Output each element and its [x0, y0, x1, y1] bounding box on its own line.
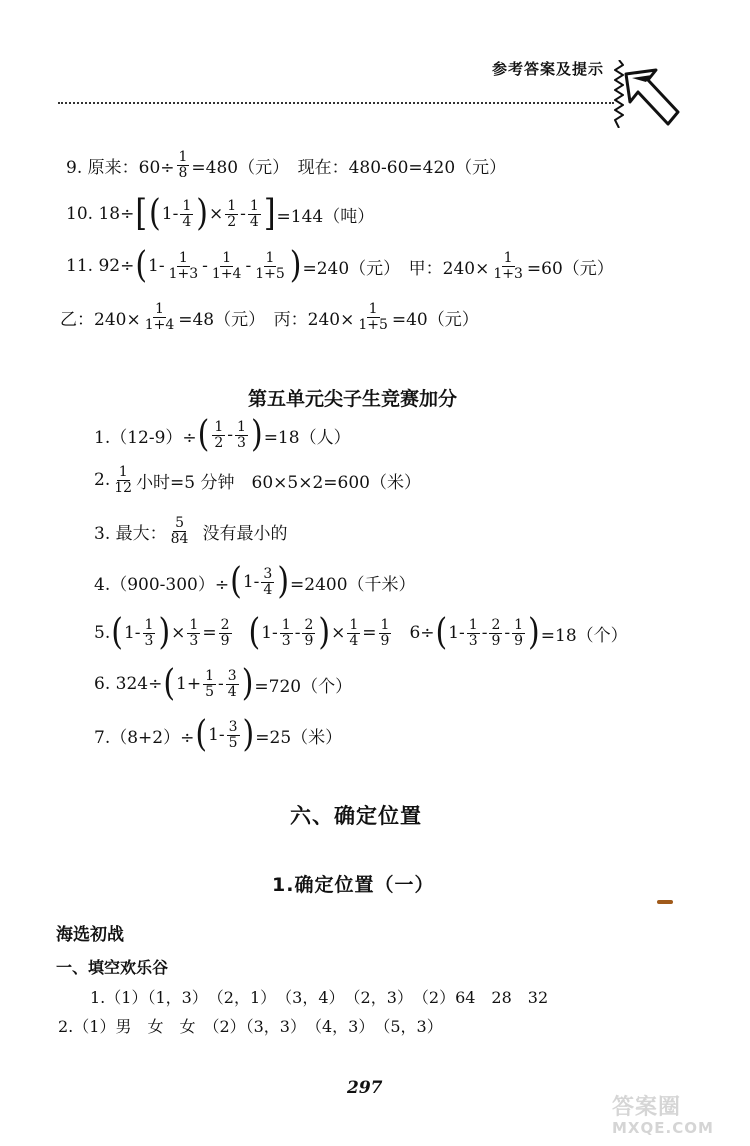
text: 1- [448, 623, 465, 644]
watermark-line: 答案圈 [612, 1095, 682, 1120]
text: × [171, 623, 186, 644]
text: =40（元） [391, 309, 479, 330]
watermark-line: MXQE.COM [612, 1119, 714, 1138]
bracket: ( [248, 611, 261, 654]
numerator: 2 [491, 617, 501, 633]
denominator: 3 [237, 434, 246, 451]
denominator: 3 [281, 632, 291, 649]
text: =60（元） [526, 258, 614, 279]
answer-line-s2 [94, 465, 421, 495]
text: - [240, 204, 246, 225]
numerator: 1 [182, 198, 192, 214]
text: = [362, 623, 377, 644]
answer-line-c1: 1.（1）（1，3） （2，1） （3，4） （2，3） （2）64 28 32 [90, 988, 549, 1007]
denominator: 1+5 [358, 316, 388, 333]
fraction [347, 618, 360, 648]
chapter-title: 六、确定位置 [290, 804, 422, 828]
fraction [203, 669, 216, 699]
fraction [212, 420, 225, 450]
text: × [331, 623, 346, 644]
fraction [210, 251, 244, 281]
numerator: 2 [304, 617, 314, 633]
fraction [177, 150, 190, 180]
text: 1.（12-9）÷ [94, 427, 197, 448]
bracket: ( [195, 713, 208, 756]
numerator: 1 [349, 617, 359, 633]
denominator: 9 [220, 632, 230, 649]
text: - [245, 256, 252, 277]
ink-smudge [657, 900, 673, 904]
text: =18（人） [263, 427, 351, 448]
bracket: ( [111, 611, 123, 654]
numerator: 1 [265, 250, 275, 266]
bracket: ( [230, 560, 242, 603]
numerator: 1 [222, 250, 232, 266]
numerator: 1 [368, 301, 378, 317]
text: - [481, 623, 488, 644]
denominator: 1+3 [168, 265, 199, 282]
fraction [167, 251, 201, 281]
answer-line-s7 [94, 713, 343, 756]
header-title: 参考答案及提示 [492, 60, 605, 78]
numerator: 3 [228, 719, 238, 735]
text: 10. 18÷ [66, 204, 135, 225]
denominator: 4 [227, 683, 237, 700]
text: 9. 原来：60÷ [66, 157, 175, 178]
text: = [202, 623, 217, 644]
numerator: 1 [227, 198, 237, 214]
numerator: 1 [514, 617, 524, 633]
answer-line-s4 [94, 560, 416, 603]
text: 1- [161, 204, 179, 225]
bracket: ( [435, 611, 448, 654]
bracket: ) [196, 192, 208, 235]
bracket: [ [135, 192, 148, 235]
subsection-heading: 一、填空欢乐谷 [56, 958, 169, 977]
denominator: 5 [205, 683, 215, 700]
numerator: 1 [155, 301, 164, 317]
text: 2. [94, 470, 111, 491]
denominator: 1+3 [493, 265, 523, 282]
bracket: ) [318, 611, 331, 654]
text: 1- [242, 572, 260, 593]
numerator: 3 [227, 668, 237, 684]
denominator: 1+4 [144, 316, 175, 333]
denominator: 4 [249, 213, 259, 230]
denominator: 9 [491, 632, 501, 649]
bracket: ) [277, 560, 290, 603]
text: 1- [208, 725, 225, 746]
fraction [219, 618, 232, 648]
denominator: 12 [114, 479, 133, 496]
denominator: 3 [468, 632, 478, 649]
fraction [225, 199, 238, 229]
bracket: ) [528, 611, 540, 654]
numerator: 1 [237, 419, 246, 435]
text: - [294, 623, 301, 644]
text: - [218, 674, 224, 695]
denominator: 9 [514, 632, 524, 649]
header-dotted-rule [58, 102, 614, 104]
bracket: ( [149, 192, 161, 235]
denominator: 2 [214, 434, 224, 451]
text: 1- [261, 623, 278, 644]
text: 7.（8+2）÷ [94, 727, 195, 748]
numerator: 1 [468, 617, 478, 633]
bracket: ( [135, 244, 148, 287]
denominator: 5 [228, 734, 238, 751]
fraction [302, 618, 315, 648]
text: 1- [123, 623, 141, 644]
numerator: 1 [249, 198, 259, 214]
fraction [248, 199, 261, 229]
bracket: ] [263, 192, 276, 235]
fraction [489, 618, 502, 648]
text: 没有最小的 [202, 523, 288, 544]
answer-line-11 [66, 244, 614, 287]
numerator: 1 [503, 250, 513, 266]
text: 5. [94, 623, 111, 644]
bracket: ( [197, 413, 210, 456]
fraction [143, 618, 156, 648]
denominator: 4 [182, 213, 192, 230]
watermark [612, 1096, 714, 1137]
text: 6÷ [409, 623, 435, 644]
text: =720（个） [254, 676, 353, 697]
numerator: 3 [263, 566, 273, 582]
text: =18（个） [540, 625, 628, 646]
bracket: ( [163, 662, 176, 705]
denominator: 2 [227, 213, 237, 230]
numerator: 1 [205, 668, 215, 684]
fraction [143, 302, 177, 332]
denominator: 8 [178, 164, 188, 181]
fraction [253, 251, 287, 281]
denominator: 1+5 [255, 265, 285, 282]
numerator: 1 [281, 617, 291, 633]
answer-line-c2: 2.（1）男 女 女 （2）（3，3） （4，3） （5，3） [58, 1017, 443, 1036]
text: × [208, 204, 224, 225]
fraction [467, 618, 480, 648]
arrow-icon [622, 66, 682, 130]
denominator: 84 [170, 530, 189, 547]
text: 3. 最大： [94, 523, 167, 544]
text: - [227, 425, 234, 446]
denominator: 9 [304, 632, 314, 649]
numerator: 5 [175, 515, 184, 531]
text: =2400（千米） [290, 574, 416, 595]
bracket: ) [158, 611, 171, 654]
denominator: 4 [349, 632, 359, 649]
fraction [280, 618, 293, 648]
fraction [180, 199, 193, 229]
answer-line-s5 [94, 611, 628, 654]
fraction [112, 465, 134, 495]
numerator: 1 [178, 149, 188, 165]
numerator: 1 [118, 464, 128, 480]
text: 1+ [176, 674, 202, 695]
fraction [261, 567, 274, 597]
bracket: ) [241, 662, 254, 705]
numerator: 1 [178, 250, 188, 266]
text: 乙：240× [60, 309, 141, 330]
numerator: 1 [189, 617, 199, 633]
answer-line-10 [66, 192, 375, 235]
bracket: ) [242, 713, 255, 756]
answer-line-s6 [94, 662, 353, 705]
answer-line-s3 [94, 516, 287, 546]
numerator: 2 [220, 617, 230, 633]
fraction [227, 720, 240, 750]
fraction [491, 251, 525, 281]
text: 1- [148, 256, 165, 277]
text: =480（元） 现在：480-60=420（元） [191, 157, 507, 178]
text: 6. 324÷ [94, 674, 163, 695]
denominator: 1+4 [211, 265, 242, 282]
fraction [235, 420, 248, 450]
denominator: 9 [380, 632, 390, 649]
lesson-title: 1.确定位置（一） [272, 874, 435, 896]
fraction [169, 516, 191, 546]
section-title: 第五单元尖子生竞赛加分 [248, 388, 458, 410]
bracket: ) [250, 413, 263, 456]
fraction [187, 618, 200, 648]
text: =25（米） [255, 727, 343, 748]
text: - [504, 623, 511, 644]
fraction [226, 669, 239, 699]
text: 11. 92÷ [66, 256, 135, 277]
text: 小时=5 分钟 60×5×2=600（米） [136, 472, 421, 493]
denominator: 3 [144, 632, 154, 649]
numerator: 1 [144, 617, 154, 633]
bracket: ) [289, 244, 302, 287]
text: =48（元） 丙：240× [178, 309, 355, 330]
fraction [356, 302, 390, 332]
subsection-title: 海选初战 [56, 925, 124, 945]
numerator: 1 [214, 419, 224, 435]
fraction [379, 618, 392, 648]
numerator: 1 [380, 617, 390, 633]
answer-line-s1 [94, 413, 351, 456]
text: =240（元） 甲：240× [302, 258, 490, 279]
text: =144（吨） [276, 206, 375, 227]
denominator: 4 [263, 581, 273, 598]
text: 4.（900-300）÷ [94, 574, 230, 595]
fraction [512, 618, 525, 648]
text: - [202, 256, 208, 277]
answer-line-9 [66, 150, 506, 180]
denominator: 3 [189, 632, 199, 649]
answer-line-11b [60, 302, 479, 332]
page-number: 297 [347, 1078, 383, 1098]
